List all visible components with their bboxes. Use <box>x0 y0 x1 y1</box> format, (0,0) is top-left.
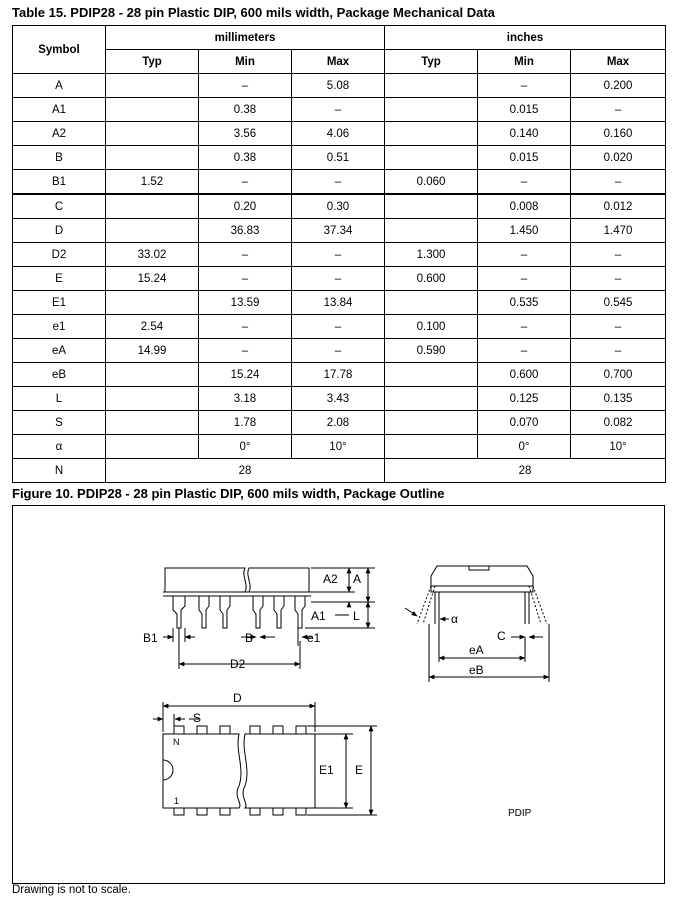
label-S: S <box>193 711 202 725</box>
table-row <box>13 122 666 146</box>
value-cell: 1.470 <box>571 219 666 243</box>
value-cell: 0.545 <box>571 291 666 315</box>
value-cell: 0.38 <box>199 146 292 170</box>
symbol-cell: D <box>13 219 106 243</box>
label-D2: D2 <box>230 657 246 671</box>
value-cell: 33.02 <box>106 243 199 267</box>
mechanical-data-table <box>12 25 666 483</box>
value-cell <box>106 387 199 411</box>
millimeters-header: millimeters <box>106 26 385 50</box>
table-row <box>13 363 666 387</box>
table-row <box>13 243 666 267</box>
symbol-header: Symbol <box>13 26 106 74</box>
value-cell: 15.24 <box>106 267 199 291</box>
value-cell: 0.51 <box>292 146 385 170</box>
value-cell: – <box>571 267 666 291</box>
value-cell <box>385 363 478 387</box>
figure-title: Figure 10. PDIP28 - 28 pin Plastic DIP, 600 mils width, Package Outline <box>12 486 445 501</box>
value-cell: – <box>292 243 385 267</box>
value-cell: 5.08 <box>292 74 385 98</box>
value-cell: 37.34 <box>292 219 385 243</box>
label-B: B <box>245 631 254 645</box>
symbol-cell: E <box>13 267 106 291</box>
mm-min-header: Min <box>199 50 292 74</box>
value-cell: 4.06 <box>292 122 385 146</box>
mm-max-header: Max <box>292 50 385 74</box>
table-row <box>13 146 666 170</box>
symbol-cell: L <box>13 387 106 411</box>
value-cell: – <box>199 170 292 195</box>
value-cell: 13.84 <box>292 291 385 315</box>
value-cell <box>106 194 199 219</box>
value-cell: – <box>292 315 385 339</box>
value-cell <box>106 146 199 170</box>
value-cell: – <box>571 170 666 195</box>
value-cell: – <box>292 98 385 122</box>
symbol-cell: B <box>13 146 106 170</box>
value-cell: – <box>478 74 571 98</box>
label-alpha: α <box>451 612 458 626</box>
label-C: C <box>497 629 506 643</box>
label-A: A <box>353 572 362 586</box>
value-cell <box>106 122 199 146</box>
table-body <box>13 74 666 483</box>
value-cell: 0.135 <box>571 387 666 411</box>
value-cell: – <box>571 243 666 267</box>
package-outline-figure <box>12 505 665 884</box>
table-row <box>13 411 666 435</box>
value-cell: 1.78 <box>199 411 292 435</box>
value-cell: 0.600 <box>385 267 478 291</box>
value-cell: 15.24 <box>199 363 292 387</box>
side-view <box>163 568 375 669</box>
value-cell: 0.008 <box>478 194 571 219</box>
value-cell: 2.08 <box>292 411 385 435</box>
label-L: L <box>353 609 360 623</box>
value-cell: 28 <box>106 459 385 483</box>
symbol-cell: A2 <box>13 122 106 146</box>
value-cell: 1.52 <box>106 170 199 195</box>
value-cell: 13.59 <box>199 291 292 315</box>
value-cell <box>106 74 199 98</box>
value-cell <box>106 98 199 122</box>
label-A2: A2 <box>323 572 338 586</box>
label-D: D <box>233 691 242 705</box>
symbol-cell: S <box>13 411 106 435</box>
symbol-cell: D2 <box>13 243 106 267</box>
value-cell: 0° <box>478 435 571 459</box>
value-cell: 10° <box>292 435 385 459</box>
value-cell <box>106 363 199 387</box>
package-outline-drawing <box>13 506 664 883</box>
value-cell <box>385 74 478 98</box>
table-row <box>13 435 666 459</box>
table-row-N <box>13 459 666 483</box>
value-cell: 0.125 <box>478 387 571 411</box>
value-cell <box>106 435 199 459</box>
label-A1: A1 <box>311 609 326 623</box>
in-min-header: Min <box>478 50 571 74</box>
value-cell <box>385 146 478 170</box>
value-cell: 0.082 <box>571 411 666 435</box>
scale-note: Drawing is not to scale. <box>12 884 131 896</box>
label-E1: E1 <box>319 763 334 777</box>
value-cell: 0.535 <box>478 291 571 315</box>
value-cell <box>106 411 199 435</box>
value-cell: 0.020 <box>571 146 666 170</box>
symbol-cell: α <box>13 435 106 459</box>
symbol-cell: E1 <box>13 291 106 315</box>
label-pin-1: 1 <box>174 796 180 806</box>
value-cell: 0.140 <box>478 122 571 146</box>
value-cell <box>385 435 478 459</box>
value-cell <box>106 291 199 315</box>
value-cell: 28 <box>385 459 666 483</box>
symbol-cell: N <box>13 459 106 483</box>
symbol-cell: A1 <box>13 98 106 122</box>
value-cell: – <box>478 243 571 267</box>
value-cell: – <box>571 339 666 363</box>
symbol-cell: eB <box>13 363 106 387</box>
value-cell: – <box>292 339 385 363</box>
value-cell: 3.43 <box>292 387 385 411</box>
in-max-header: Max <box>571 50 666 74</box>
value-cell <box>385 291 478 315</box>
value-cell: 10° <box>571 435 666 459</box>
table-row <box>13 339 666 363</box>
value-cell: – <box>199 267 292 291</box>
label-E: E <box>355 763 364 777</box>
value-cell: 0.200 <box>571 74 666 98</box>
table-row <box>13 315 666 339</box>
label-e1: e1 <box>307 631 321 645</box>
in-typ-header: Typ <box>385 50 478 74</box>
value-cell: – <box>571 315 666 339</box>
value-cell <box>385 387 478 411</box>
value-cell <box>385 194 478 219</box>
value-cell: – <box>292 267 385 291</box>
value-cell <box>385 411 478 435</box>
label-pin-N: N <box>173 737 180 747</box>
mm-typ-header: Typ <box>106 50 199 74</box>
value-cell: 3.18 <box>199 387 292 411</box>
value-cell: 1.450 <box>478 219 571 243</box>
label-eA: eA <box>469 643 484 657</box>
top-view <box>153 702 377 815</box>
value-cell: – <box>199 315 292 339</box>
table-row <box>13 98 666 122</box>
value-cell <box>385 122 478 146</box>
value-cell: 0.070 <box>478 411 571 435</box>
table-title: Table 15. PDIP28 - 28 pin Plastic DIP, 600 mils width, Package Mechanical Data <box>12 5 495 20</box>
inches-header: inches <box>385 26 666 50</box>
value-cell <box>385 98 478 122</box>
value-cell: 3.56 <box>199 122 292 146</box>
value-cell: 0.015 <box>478 146 571 170</box>
value-cell: 0.012 <box>571 194 666 219</box>
table-row <box>13 194 666 219</box>
symbol-cell: B1 <box>13 170 106 195</box>
value-cell: – <box>292 170 385 195</box>
table-row <box>13 74 666 98</box>
symbol-cell: C <box>13 194 106 219</box>
symbol-cell: A <box>13 74 106 98</box>
value-cell: – <box>478 339 571 363</box>
value-cell: 0.060 <box>385 170 478 195</box>
value-cell: – <box>478 267 571 291</box>
table-row <box>13 170 666 195</box>
value-cell: 0.38 <box>199 98 292 122</box>
value-cell: – <box>199 74 292 98</box>
value-cell: 14.99 <box>106 339 199 363</box>
value-cell: 36.83 <box>199 219 292 243</box>
value-cell: 2.54 <box>106 315 199 339</box>
table-row <box>13 267 666 291</box>
value-cell: 1.300 <box>385 243 478 267</box>
value-cell: – <box>199 243 292 267</box>
value-cell: 0° <box>199 435 292 459</box>
value-cell: 0.100 <box>385 315 478 339</box>
value-cell: 0.590 <box>385 339 478 363</box>
table-row <box>13 219 666 243</box>
label-pdip: PDIP <box>508 808 532 819</box>
label-eB: eB <box>469 663 484 677</box>
value-cell: 0.30 <box>292 194 385 219</box>
symbol-cell: e1 <box>13 315 106 339</box>
value-cell: – <box>571 98 666 122</box>
symbol-cell: eA <box>13 339 106 363</box>
table-row <box>13 291 666 315</box>
value-cell <box>385 219 478 243</box>
value-cell: 0.600 <box>478 363 571 387</box>
label-B1: B1 <box>143 631 158 645</box>
table-row <box>13 387 666 411</box>
value-cell: 0.700 <box>571 363 666 387</box>
value-cell: 0.160 <box>571 122 666 146</box>
value-cell: – <box>478 170 571 195</box>
value-cell: – <box>478 315 571 339</box>
value-cell: 0.20 <box>199 194 292 219</box>
value-cell: – <box>199 339 292 363</box>
value-cell: 0.015 <box>478 98 571 122</box>
value-cell: 17.78 <box>292 363 385 387</box>
value-cell <box>106 219 199 243</box>
